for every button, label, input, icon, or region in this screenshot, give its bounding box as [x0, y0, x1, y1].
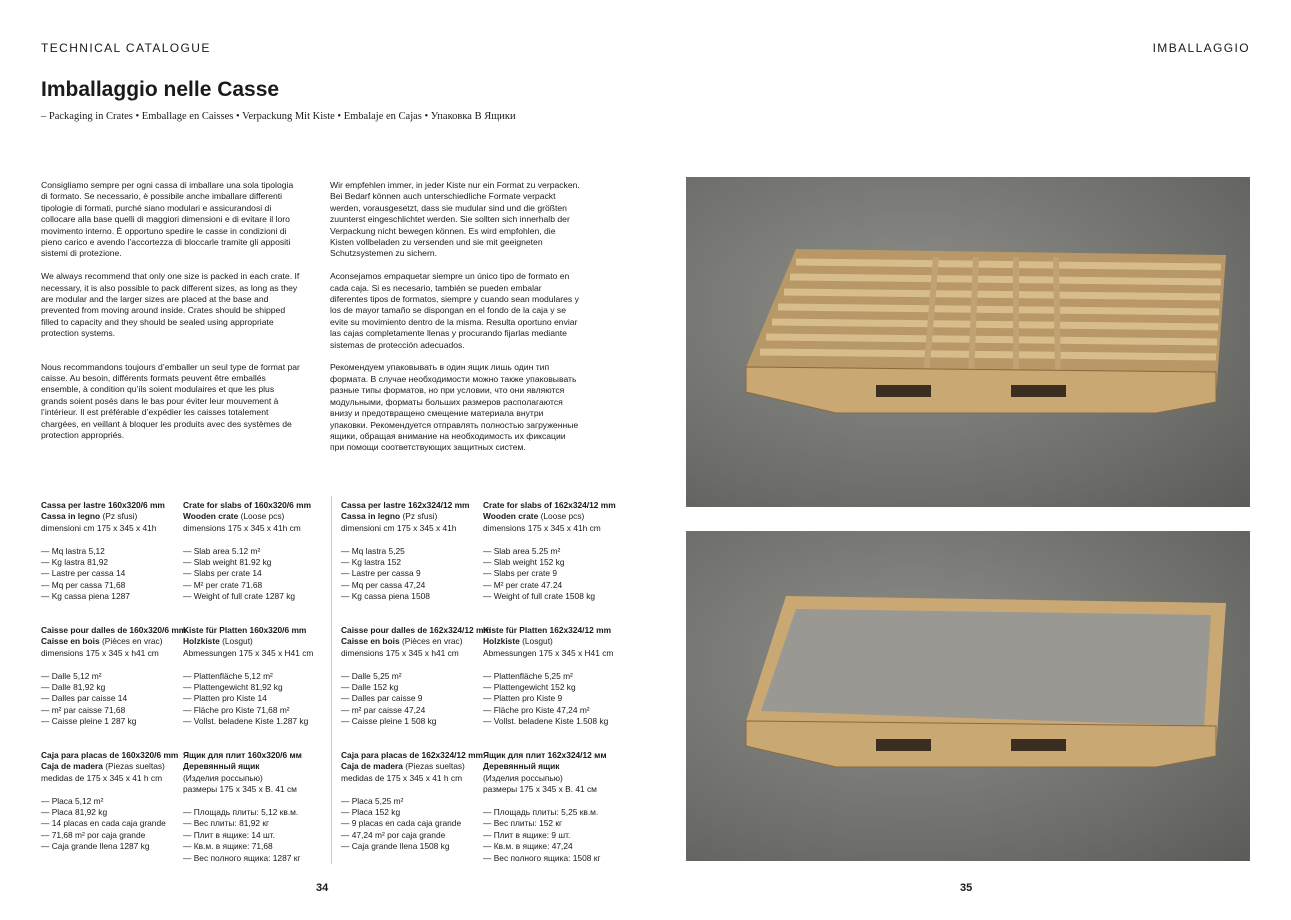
spec-list	[483, 546, 616, 603]
spec-item: — Plattenfläche 5,12 m²	[183, 670, 273, 681]
spec-crate-note: (Piezas sueltas)	[405, 761, 465, 772]
intro-ru: Рекомендуем упаковывать в один ящик лишь один тип формата. В случае необходимости можно также упаковывать разные типы форматов, но при условии, что они являются модульными, форматы больших размеров располагаются внизу и предотвращено смещение материала внутри упаковки. Рекомендуется отправлять полностью загруженные ящики, обращая внимание на необходимость их фиксации при помощи соответствующих защитных систем.	[330, 362, 579, 453]
spec-item: — Weight of full crate 1287 kg	[183, 591, 296, 602]
spec-item: — Dalle 5,12 m²	[41, 670, 102, 681]
spec-block	[41, 500, 165, 603]
spec-crate-line	[341, 636, 491, 647]
intro-fr: Nous recommandons toujours d’emballer un seul type de format par caisse. Au besoin, différents formats peuvent être emballés ensemble, à condition qu’ils soient modulaires et que les plus grands soient posés dans le bas pour éviter leur mouvement à l’intérieur. Il est préférable d’expédier les caisses totalement chargées, en veillant à bloquer les produits avec des systèmes de protection appropriés.	[41, 361, 300, 441]
spec-dimensions: размеры 175 x 345 x В. 41 см	[483, 784, 597, 795]
spec-item: — Placa 152 kg	[341, 807, 401, 818]
spec-list	[183, 546, 311, 603]
spec-dimensions: Abmessungen 175 x 345 x H41 cm	[483, 647, 614, 658]
spec-item: — Площадь плиты: 5,25 кв.м.	[483, 807, 599, 818]
spec-item: — Vollst. beladene Kiste 1.287 kg	[183, 716, 309, 727]
spec-title: Kiste für Platten 160x320/6 mm	[183, 625, 307, 635]
spec-crate-note: (Pièces en vrac)	[101, 636, 163, 647]
spec-list	[41, 796, 178, 853]
spec-item: — Dalle 152 kg	[341, 682, 399, 693]
spec-crate-line	[183, 511, 311, 522]
spec-crate-note: (Piezas sueltas)	[105, 761, 165, 772]
spec-dimensions: dimensions 175 x 345 x 41h cm	[183, 522, 301, 533]
spec-item: — Platten pro Kiste 14	[183, 693, 267, 704]
spec-item: — Lastre per cassa 14	[41, 568, 126, 579]
spec-title: Caisse pour dalles de 162x324/12 mm	[341, 625, 491, 635]
spec-crate-line	[483, 761, 607, 784]
spec-item: — Dalle 5,25 m²	[341, 670, 402, 681]
spec-dimensions: medidas de 175 x 345 x 41 h cm	[341, 772, 463, 783]
spec-block	[183, 750, 302, 864]
spec-block	[341, 625, 491, 728]
spec-dimensions: Abmessungen 175 x 345 x H41 cm	[183, 647, 314, 658]
spec-block	[341, 500, 470, 603]
spec-crate-note: (Losgut)	[522, 636, 553, 647]
spec-item: — Caja grande llena 1508 kg	[341, 841, 450, 852]
spec-item: — Dalles par caisse 14	[41, 693, 128, 704]
spec-crate-line	[183, 761, 302, 784]
spec-item: — Вес полного ящика: 1508 кг	[483, 852, 601, 863]
spec-item: — Mq lastra 5,25	[341, 545, 405, 556]
spec-item: — Placa 5,25 m²	[341, 795, 404, 806]
spec-item: — Vollst. beladene Kiste 1.508 kg	[483, 716, 609, 727]
spec-block	[483, 500, 616, 603]
spec-list	[483, 671, 613, 728]
spec-list	[341, 796, 483, 853]
crate-slatted-image	[686, 177, 1250, 507]
spec-title: Ящик для плит 162x324/12 мм	[483, 750, 607, 760]
intro-es: Aconsejamos empaquetar siempre un único tipo de formato en cada caja. Si es necesario, también se pueden embalar diferentes tipos de formatos, siempre y cuando sean modulares y los de mayor tamaño se dispongan en el fondo de la caja y se evite su movimiento dentro de la misma. Resulta oportuno enviar las cajas completamente llenas y procurando fijarlas mediante sistemas de protección adecuados.	[330, 271, 579, 350]
spec-item: — Dalles par caisse 9	[341, 693, 423, 704]
spec-block	[41, 750, 178, 853]
spec-item: — Placa 5,12 m²	[41, 795, 104, 806]
spec-item: — Caisse pleine 1 287 kg	[41, 716, 137, 727]
spec-item: — Plattengewicht 81,92 kg	[183, 682, 283, 693]
spec-crate-note: (Изделия россыпью)	[483, 772, 563, 783]
page-number-left: 34	[316, 882, 329, 894]
spec-item: — Kg cassa piena 1508	[341, 591, 430, 602]
spec-crate-type: Caja de madera	[341, 761, 403, 772]
spec-crate-line	[483, 511, 616, 522]
spec-crate-note: (Pz sfusi)	[102, 511, 138, 522]
spec-item: — Slabs per crate 14	[183, 568, 262, 579]
spec-item: — Кв.м. в ящике: 47,24	[483, 841, 573, 852]
spec-block	[483, 750, 607, 864]
spec-title: Caja para placas de 160x320/6 mm	[41, 750, 179, 760]
spec-item: — Kg lastra 152	[341, 557, 402, 568]
spec-crate-note: (Loose pcs)	[540, 511, 585, 522]
spec-item: — Вес плиты: 152 кг	[483, 818, 563, 829]
spec-block	[341, 750, 483, 853]
spec-title: Caja para placas de 162x324/12 mm	[341, 750, 484, 760]
spec-crate-type: Cassa in legno	[41, 511, 101, 522]
spec-title: Kiste für Platten 162x324/12 mm	[483, 625, 612, 635]
spec-crate-line	[41, 511, 165, 522]
spec-title: Crate for slabs of 160x320/6 mm	[183, 500, 312, 510]
spec-list	[341, 671, 491, 728]
page-subtitle: – Packaging in Crates • Emballage en Caisses • Verpackung Mit Kiste • Embalaje en Cajas • Упаковка В Ящики	[41, 111, 516, 122]
spec-title: Cassa per lastre 162x324/12 mm	[341, 500, 470, 510]
spec-crate-type: Cassa in legno	[341, 511, 401, 522]
spec-item: — 14 placas en cada caja grande	[41, 818, 166, 829]
spec-item: — Platten pro Kiste 9	[483, 693, 563, 704]
spec-title: Cassa per lastre 160x320/6 mm	[41, 500, 165, 510]
spec-title: Crate for slabs of 162x324/12 mm	[483, 500, 616, 510]
spec-crate-type: Caisse en bois	[41, 636, 100, 647]
spec-crate-note: (Loose pcs)	[240, 511, 285, 522]
section-header: IMBALLAGGIO	[1152, 41, 1250, 55]
spec-item: — Dalle 81,92 kg	[41, 682, 106, 693]
spec-crate-note: (Изделия россыпью)	[183, 772, 263, 783]
spec-crate-note: (Pz sfusi)	[402, 511, 438, 522]
spec-crate-line	[183, 636, 313, 647]
spec-title: Ящик для плит 160x320/6 мм	[183, 750, 302, 760]
spec-item: — Kg lastra 81,92	[41, 557, 109, 568]
spec-dimensions: dimensioni cm 175 x 345 x 41h	[341, 522, 457, 533]
spec-list	[183, 671, 313, 728]
spec-list	[41, 671, 186, 728]
spec-crate-type: Деревянный ящик	[183, 761, 260, 772]
spec-item: — Caja grande llena 1287 kg	[41, 841, 150, 852]
spec-item: — Площадь плиты: 5,12 кв.м.	[183, 807, 299, 818]
spec-item: — Slab area 5.25 m²	[483, 545, 561, 556]
spec-crate-line	[341, 511, 470, 522]
spec-item: — Вес полного ящика: 1287 кг	[183, 852, 301, 863]
spec-item: — m² par caisse 47,24	[341, 704, 426, 715]
spec-item: — Fläche pro Kiste 47,24 m²	[483, 704, 590, 715]
spec-crate-type: Caja de madera	[41, 761, 103, 772]
spec-list	[183, 807, 302, 864]
spec-item: — Плит в ящике: 9 шт.	[483, 829, 571, 840]
spec-item: — Вес плиты: 81,92 кг	[183, 818, 270, 829]
spec-crate-type: Holzkiste	[183, 636, 220, 647]
column-divider	[331, 496, 332, 864]
photo-crate-loaded	[686, 531, 1250, 861]
spec-item: — Slab weight 152 kg	[483, 557, 565, 568]
spec-block	[183, 500, 311, 603]
spec-dimensions: dimensions 175 x 345 x h41 cm	[341, 647, 459, 658]
spec-crate-type: Wooden crate	[183, 511, 239, 522]
spec-crate-type: Деревянный ящик	[483, 761, 560, 772]
spec-item: — Slab area 5.12 m²	[183, 545, 261, 556]
spec-list	[483, 807, 607, 864]
spec-item: — Mq per cassa 71,68	[41, 579, 126, 590]
catalogue-header: TECHNICAL CATALOGUE	[41, 41, 211, 55]
spec-item: — m² par caisse 71,68	[41, 704, 126, 715]
spec-title: Caisse pour dalles de 160x320/6 mm	[41, 625, 187, 635]
spec-item: — M² per crate 71.68	[183, 579, 263, 590]
spec-crate-type: Wooden crate	[483, 511, 539, 522]
intro-en: We always recommend that only one size is packed in each crate. If necessary, it is also possible to pack different sizes, as long as they are modular and the larger sizes are placed at the base and prevented from moving around inside. Crates should be shipped filled to capacity and they should be sealed using appropriate protection systems.	[41, 271, 300, 339]
spec-item: — Plattengewicht 152 kg	[483, 682, 576, 693]
spec-dimensions: medidas de 175 x 345 x 41 h cm	[41, 772, 163, 783]
spec-item: — Mq per cassa 47,24	[341, 579, 426, 590]
spec-item: — Lastre per cassa 9	[341, 568, 421, 579]
photo-crate-slatted	[686, 177, 1250, 507]
spec-crate-note: (Pièces en vrac)	[401, 636, 463, 647]
spec-dimensions: dimensions 175 x 345 x 41h cm	[483, 522, 601, 533]
spec-list	[341, 546, 470, 603]
page-title: Imballaggio nelle Casse	[41, 78, 280, 101]
spec-item: — 47,24 m² por caja grande	[341, 829, 446, 840]
spec-crate-note: (Losgut)	[222, 636, 253, 647]
spec-item: — Mq lastra 5,12	[41, 545, 105, 556]
spec-item: — 9 placas en cada caja grande	[341, 818, 462, 829]
intro-de: Wir empfehlen immer, in jeder Kiste nur ein Format zu verpacken. Bei Bedarf können auch unterschiedliche Formate verpackt werden, vorausgesetzt, dass sie mudular sind und die größten zuunterst eingeschlichtet werden. Sie sollten sich innerhalb der Verpackung nicht bewegen können. Es wird empfohlen, die Kisten vollbeladen zu versenden und sie mit geeigneten Schutzsystemen zu sichern.	[330, 180, 580, 259]
spec-crate-line	[41, 761, 178, 772]
spec-dimensions: dimensioni cm 175 x 345 x 41h	[41, 522, 157, 533]
spec-block	[41, 625, 186, 728]
spec-item: — 71,68 m² por caja grande	[41, 829, 146, 840]
spec-crate-line	[483, 636, 613, 647]
spec-item: — Плит в ящике: 14 шт.	[183, 829, 275, 840]
spec-item: — Fläche pro Kiste 71,68 m²	[183, 704, 290, 715]
spec-block	[483, 625, 613, 728]
spec-item: — Plattenfläche 5,25 m²	[483, 670, 573, 681]
spec-crate-line	[41, 636, 186, 647]
spec-dimensions: размеры 175 x 345 x В. 41 см	[183, 784, 297, 795]
spec-list	[41, 546, 165, 603]
spec-crate-type: Caisse en bois	[341, 636, 400, 647]
spec-item: — Кв.м. в ящике: 71,68	[183, 841, 273, 852]
spec-item: — Caisse pleine 1 508 kg	[341, 716, 437, 727]
intro-it: Consigliamo sempre per ogni cassa di imballare una sola tipologia di formato. Se necessario, è possibile anche imballare differenti tipologie di formati, purché siano modulari e assicurandosi di collocare alla base quelli di maggiori dimensioni e di evitare il loro movimento interno. È opportuno spedire le casse in condizioni di pieno carico e avendo l’accortezza di bloccarle tramite gli appositi sistemi di protezione.	[41, 180, 294, 259]
page-number-right: 35	[960, 882, 973, 894]
spec-item: — Kg cassa piena 1287	[41, 591, 130, 602]
spec-item: — Slabs per crate 9	[483, 568, 558, 579]
crate-loaded-image	[686, 531, 1250, 861]
intro-left	[41, 180, 301, 453]
intro-right	[330, 180, 580, 465]
spec-item: — Slab weight 81.92 kg	[183, 557, 272, 568]
spec-block	[183, 625, 313, 728]
spec-item: — M² per crate 47.24	[483, 579, 563, 590]
spec-dimensions: dimensions 175 x 345 x h41 cm	[41, 647, 159, 658]
spec-crate-line	[341, 761, 483, 772]
spec-item: — Weight of full crate 1508 kg	[483, 591, 596, 602]
spec-item: — Placa 81,92 kg	[41, 807, 108, 818]
spec-crate-type: Holzkiste	[483, 636, 520, 647]
